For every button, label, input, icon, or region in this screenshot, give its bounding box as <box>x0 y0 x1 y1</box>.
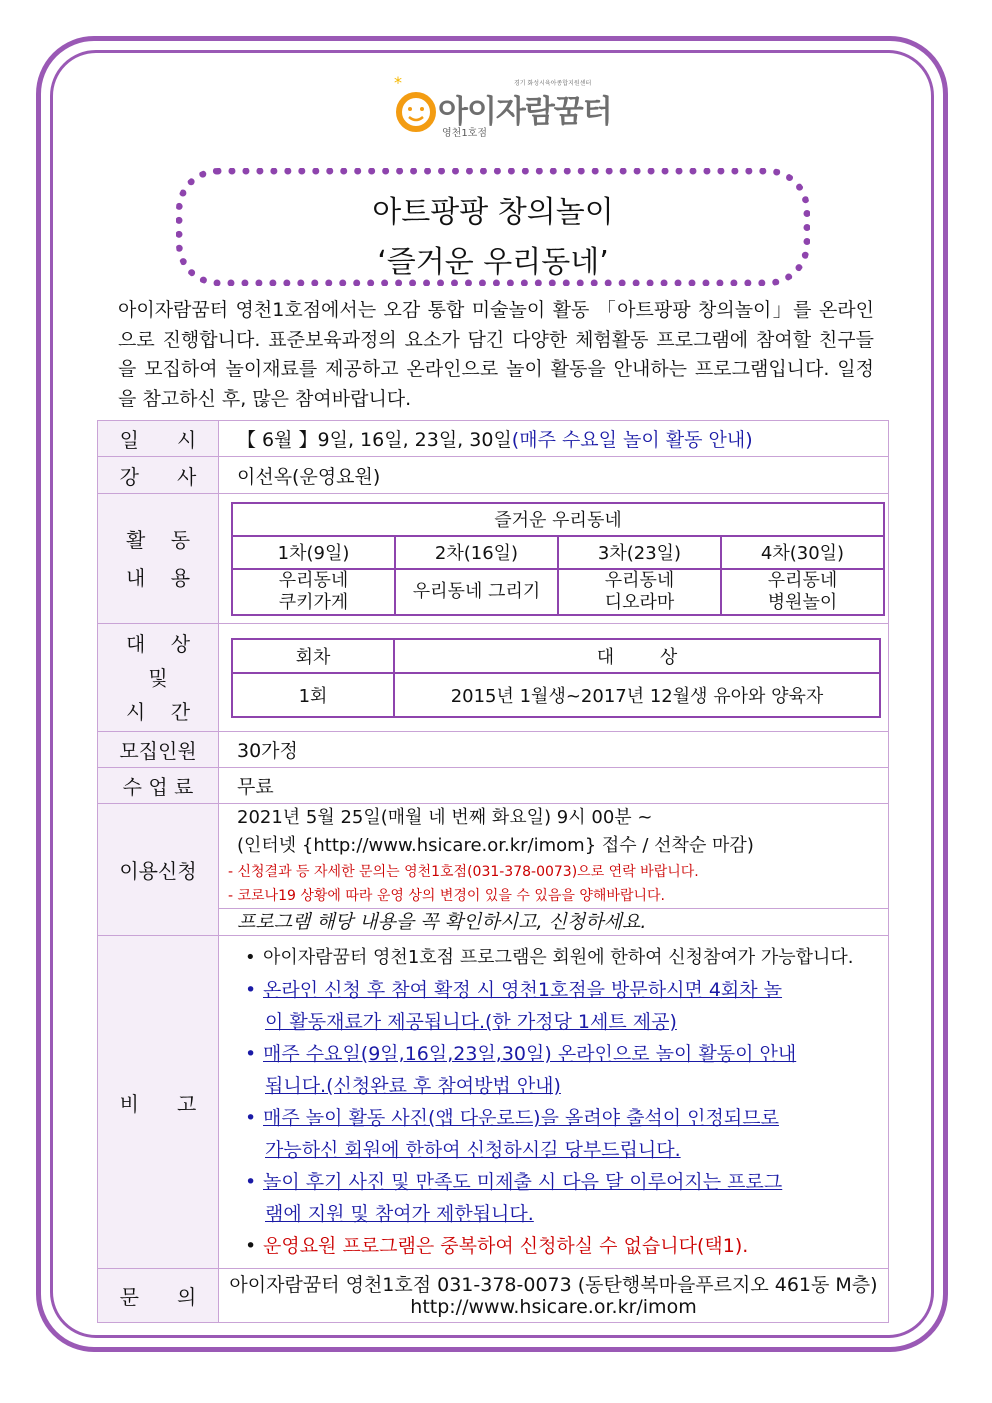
label-date: 일 시 <box>98 421 219 457</box>
session-2-body <box>395 569 558 615</box>
remark-3-b: 됩니다.(신청완료 후 참여방법 안내) <box>265 1075 561 1097</box>
session-1-body <box>232 569 395 615</box>
value-contact <box>219 1269 889 1323</box>
row-contact <box>98 1269 889 1323</box>
title-main: 아트팡팡 창의놀이 <box>372 195 614 230</box>
value-instructor: 이선옥(운영요원) <box>219 457 889 494</box>
session-3-body-line1: 우리동네 <box>604 569 675 591</box>
apply-note-covid: - 코로나19 상황에 따라 운영 상의 변경이 있을 수 있음을 양해바랍니다. <box>228 888 665 904</box>
session-2-head: 2차(16일) <box>395 536 558 569</box>
apply-method: (인터넷 {http://www.hsicare.or.kr/imom} 접수 / 선착순 마감) <box>237 835 754 856</box>
remark-item: • 아이자람꿈터 영천1호점 프로그램은 회원에 한하여 신청참여가 가능합니다. <box>245 947 854 968</box>
label-remarks: 비 고 <box>98 936 219 1269</box>
label-fee: 수 업 료 <box>98 768 219 804</box>
row-remarks <box>98 936 889 1269</box>
row-date <box>98 421 889 457</box>
label-activity-2: 내 용 <box>125 565 191 590</box>
contact-address: 아이자람꿈터 영천1호점 031-378-0073 (동탄행복마을푸르지오 461동 M층) <box>229 1273 878 1296</box>
remark-2-a: 온라인 신청 후 참여 확정 시 영천1호점을 방문하시면 4회차 놀 <box>263 979 783 1001</box>
logo <box>392 72 622 142</box>
row-apply <box>98 804 889 936</box>
value-apply <box>219 804 889 936</box>
remark-5-a: 놀이 후기 사진 및 만족도 미제출 시 다음 달 이루어지는 프로그 <box>263 1171 783 1193</box>
session-4-body-line1: 우리동네 <box>767 569 838 591</box>
label-target-1: 대 상 <box>125 631 191 656</box>
info-table <box>97 420 889 1323</box>
session-1-body-line2: 쿠키가게 <box>278 591 349 613</box>
title-sub: ‘즐거운 우리동네’ <box>377 245 609 280</box>
remark-3-a: 매주 수요일(9일,16일,23일,30일) 온라인으로 놀이 활동이 안내 <box>263 1043 797 1065</box>
row-capacity <box>98 732 889 768</box>
apply-period: 2021년 5월 25일(매월 네 번째 화요일) 9시 00분 ~ <box>237 807 653 828</box>
row-target <box>98 624 889 732</box>
date-note: (매주 수요일 놀이 활동 안내) <box>511 429 753 451</box>
remark-4-b: 가능하신 회원에 한하여 신청하시길 당부드립니다. <box>265 1139 681 1161</box>
label-instructor: 강 사 <box>98 457 219 494</box>
target-desc: 2015년 1월생~2017년 12월생 유아와 양육자 <box>394 673 880 717</box>
label-capacity: 모집인원 <box>98 732 219 768</box>
remark-item: • 매주 수요일(9일,16일,23일,30일) 온라인으로 놀이 활동이 안내 됩니다.(신청완료 후 참여방법 안내) <box>245 1038 878 1102</box>
target-round: 1회 <box>232 673 394 717</box>
remark-item: • 운영요원 프로그램은 중복하여 신청하실 수 없습니다(택1). <box>245 1235 749 1257</box>
label-apply: 이용신청 <box>98 804 219 936</box>
session-4-body <box>721 569 884 615</box>
session-1-body-line1: 우리동네 <box>278 569 349 591</box>
value-date <box>219 421 889 457</box>
remark-item: • 놀이 후기 사진 및 만족도 미제출 시 다음 달 이루어지는 프로그 램에 지원 및 참여가 제한됩니다. <box>245 1166 878 1230</box>
session-4-head: 4차(30일) <box>721 536 884 569</box>
row-instructor <box>98 457 889 494</box>
remark-4-a: 매주 놀이 활동 사진(앱 다운로드)을 올려야 출석이 인정되므로 <box>263 1107 779 1129</box>
value-fee: 무료 <box>219 768 889 804</box>
target-col-desc: 대 상 <box>394 639 880 673</box>
row-fee <box>98 768 889 804</box>
date-text: 【 6월 】9일, 16일, 23일, 30일 <box>237 429 512 451</box>
svg-text:*: * <box>394 74 402 92</box>
label-target-2: 및 <box>148 665 168 690</box>
logo-face-icon <box>392 74 442 140</box>
activity-table <box>231 502 885 616</box>
remark-1: 아이자람꿈터 영천1호점 프로그램은 회원에 한하여 신청참여가 가능합니다. <box>263 947 854 968</box>
activity-title: 즐거운 우리동네 <box>232 503 884 536</box>
label-target-3: 시 간 <box>125 699 191 724</box>
value-remarks <box>219 936 889 1269</box>
logo-branch: 영천1호점 <box>442 128 488 139</box>
remark-5-b: 램에 지원 및 참여가 제한됩니다. <box>265 1203 534 1225</box>
intro-paragraph: 아이자람꿈터 영천1호점에서는 오감 통합 미술놀이 활동 「아트팡팡 창의놀이」를 온라인으로 진행합니다. 표준보육과정의 요소가 담긴 다양한 체험활동 프로그램에 참여할 친구들을 모집하여 놀이재료를 제공하고 온라인으로 놀이 활동을 안내하는 프로그램입니다. 일정을 참고하신 후, 많은 참여바랍니다. <box>118 299 874 410</box>
contact-url[interactable]: http://www.hsicare.or.kr/imom <box>410 1295 697 1318</box>
session-4-body-line2: 병원놀이 <box>767 591 838 613</box>
logo-org-text: 경기 화성시육아종합지원센터 <box>514 80 592 87</box>
remark-6: 운영요원 프로그램은 중복하여 신청하실 수 없습니다(택1). <box>263 1235 749 1257</box>
apply-note-contact: - 신청결과 등 자세한 문의는 영천1호점(031-378-0073)으로 연락 바랍니다. <box>228 864 699 880</box>
label-activity <box>98 494 219 624</box>
remark-item: • 매주 놀이 활동 사진(앱 다운로드)을 올려야 출석이 인정되므로 가능하신 회원에 한하여 신청하시길 당부드립니다. <box>245 1102 878 1166</box>
value-target <box>219 624 889 732</box>
label-contact: 문 의 <box>98 1269 219 1323</box>
remark-item: • 온라인 신청 후 참여 확정 시 영천1호점을 방문하시면 4회차 놀 이 활동재료가 제공됩니다.(한 가정당 1세트 제공) <box>245 974 878 1038</box>
logo-name: 아이자람꿈터 <box>438 94 612 130</box>
session-3-body-line2: 디오라마 <box>604 591 675 613</box>
target-table <box>231 638 881 718</box>
value-capacity: 30가정 <box>219 732 889 768</box>
label-target <box>98 624 219 732</box>
remarks-list <box>219 936 888 1268</box>
session-2-body-line1: 우리동네 그리기 <box>412 580 541 602</box>
title-box <box>176 168 810 286</box>
apply-reminder: 프로그램 해당 내용을 꼭 확인하시고, 신청하세요. <box>219 908 888 935</box>
session-1-head: 1차(9일) <box>232 536 395 569</box>
target-col-round: 회차 <box>232 639 394 673</box>
session-3-body <box>558 569 721 615</box>
remark-2-b: 이 활동재료가 제공됩니다.(한 가정당 1세트 제공) <box>265 1011 677 1033</box>
label-activity-1: 활 동 <box>125 527 191 552</box>
session-3-head: 3차(23일) <box>558 536 721 569</box>
row-activity <box>98 494 889 624</box>
value-activity <box>219 494 889 624</box>
